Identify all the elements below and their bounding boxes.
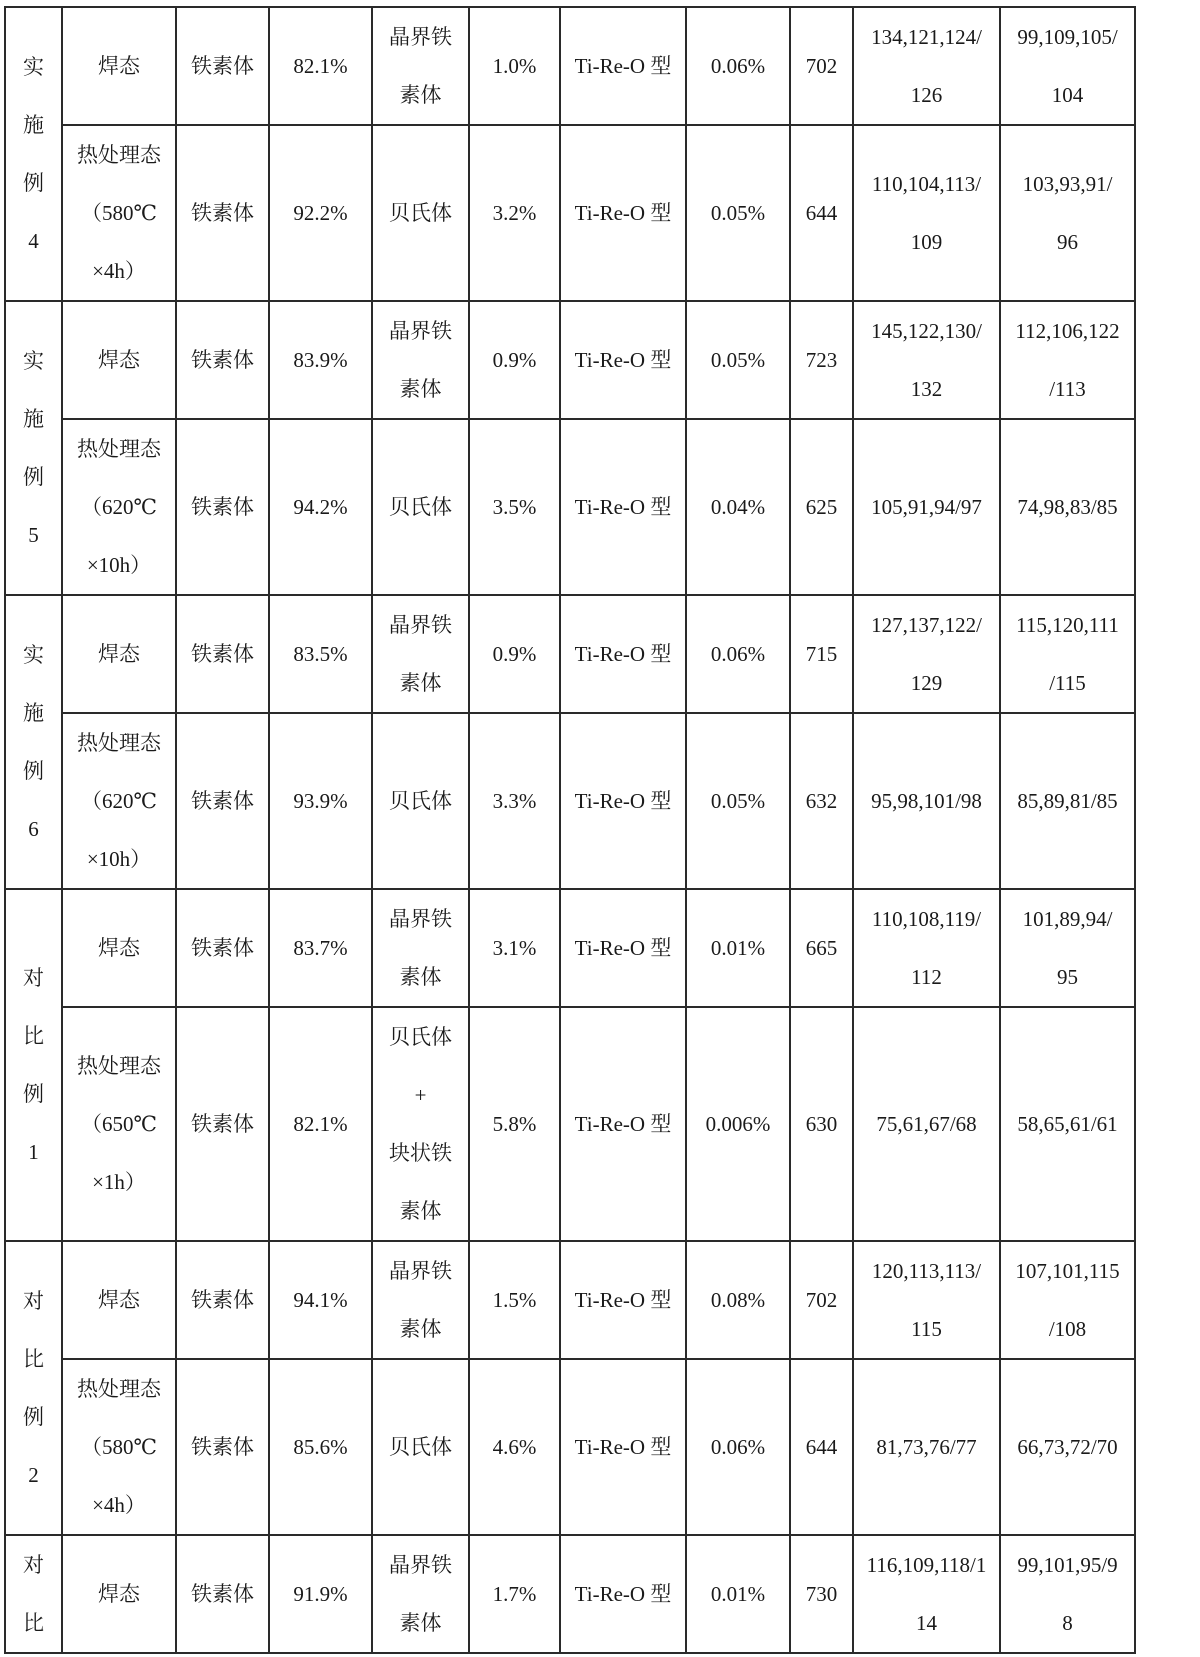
strength-value-cell — [790, 125, 853, 301]
strength-value: 644 — [805, 1435, 838, 1459]
impact-values-b: 74,98,83/85 — [1017, 495, 1118, 519]
inclusion-type-cell — [560, 1359, 686, 1535]
matrix-fraction: 92.2% — [293, 201, 348, 225]
matrix-phase: 铁素体 — [191, 789, 254, 813]
heat-state-cell — [62, 1535, 176, 1653]
strength-value: 702 — [805, 1288, 838, 1312]
table-row — [5, 1007, 1135, 1241]
strength-value-cell — [790, 1241, 853, 1359]
table-row — [5, 7, 1135, 125]
inclusion-fraction: 0.06% — [710, 1435, 766, 1459]
inclusion-type-cell — [560, 419, 686, 595]
inclusion-type-cell — [560, 301, 686, 419]
impact-values-b: 99,101,95/9 — [1017, 1553, 1118, 1577]
inclusion-fraction: 0.05% — [710, 789, 766, 813]
impact-values-a: 81,73,76/77 — [876, 1435, 977, 1459]
impact-values-a: 129 — [910, 671, 943, 695]
impact-values-a: 134,121,124/ — [871, 25, 982, 49]
inclusion-fraction-cell — [686, 1241, 790, 1359]
sample-group-label-char: 例 — [23, 1405, 44, 1429]
second-phase-fraction: 3.2% — [492, 201, 537, 225]
matrix-phase: 铁素体 — [191, 348, 254, 372]
inclusion-fraction-cell — [686, 301, 790, 419]
heat-state-cell — [62, 595, 176, 713]
heat-state-cell — [62, 889, 176, 1007]
inclusion-type-cell — [560, 595, 686, 713]
inclusion-type-cell — [560, 125, 686, 301]
impact-values-b-cell — [1000, 595, 1135, 713]
impact-values-b: 104 — [1051, 83, 1084, 107]
matrix-fraction-cell — [269, 125, 372, 301]
second-phase-fraction: 3.5% — [492, 495, 537, 519]
matrix-phase: 铁素体 — [191, 54, 254, 78]
inclusion-fraction: 0.06% — [710, 642, 766, 666]
heat-state: 热处理态 — [77, 731, 161, 755]
impact-values-a: 95,98,101/98 — [871, 789, 982, 813]
heat-state: （650℃ — [81, 1112, 157, 1136]
impact-values-a-cell — [853, 1535, 1000, 1653]
sample-group-label — [5, 1535, 62, 1653]
matrix-phase-cell — [176, 7, 269, 125]
strength-value-cell — [790, 713, 853, 889]
second-phase: 晶界铁 — [389, 1259, 452, 1283]
sample-group-label-char: 施 — [23, 701, 44, 725]
matrix-phase: 铁素体 — [191, 1582, 254, 1606]
results-table — [4, 6, 1136, 1654]
inclusion-type: Ti-Re-O 型 — [574, 54, 672, 78]
second-phase-cell — [372, 419, 469, 595]
impact-values-a: 116,109,118/1 — [866, 1553, 987, 1577]
matrix-phase: 铁素体 — [191, 642, 254, 666]
impact-values-b-cell — [1000, 713, 1135, 889]
second-phase: 晶界铁 — [389, 319, 452, 343]
strength-value-cell — [790, 301, 853, 419]
sample-group-label-char: 对 — [23, 966, 44, 990]
matrix-phase: 铁素体 — [191, 495, 254, 519]
impact-values-a-cell — [853, 1241, 1000, 1359]
table-row — [5, 1359, 1135, 1535]
inclusion-type: Ti-Re-O 型 — [574, 1582, 672, 1606]
impact-values-b-cell — [1000, 1359, 1135, 1535]
sample-group-label-char: 施 — [23, 407, 44, 431]
second-phase-fraction-cell — [469, 301, 560, 419]
matrix-phase: 铁素体 — [191, 1112, 254, 1136]
sample-group-label — [5, 1241, 62, 1535]
sample-group-label-char: 4 — [28, 229, 39, 253]
inclusion-type: Ti-Re-O 型 — [574, 1435, 672, 1459]
matrix-phase-cell — [176, 1359, 269, 1535]
heat-state: ×4h） — [92, 1493, 146, 1517]
sample-group-label-char: 例 — [23, 759, 44, 783]
impact-values-a-cell — [853, 889, 1000, 1007]
second-phase: 块状铁 — [389, 1141, 452, 1165]
second-phase: 贝氏体 — [389, 789, 452, 813]
impact-values-a-cell — [853, 301, 1000, 419]
inclusion-type-cell — [560, 1535, 686, 1653]
sample-group-label-char: 实 — [23, 349, 44, 373]
matrix-phase-cell — [176, 419, 269, 595]
second-phase-fraction-cell — [469, 1007, 560, 1241]
strength-value: 730 — [805, 1582, 838, 1606]
matrix-phase-cell — [176, 1241, 269, 1359]
inclusion-type: Ti-Re-O 型 — [574, 348, 672, 372]
strength-value: 630 — [805, 1112, 838, 1136]
impact-values-b: 99,109,105/ — [1017, 25, 1118, 49]
sample-group-label-char: 例 — [23, 1082, 44, 1106]
heat-state: 焊态 — [98, 348, 140, 372]
heat-state-cell — [62, 419, 176, 595]
inclusion-fraction-cell — [686, 1535, 790, 1653]
impact-values-a: 127,137,122/ — [871, 613, 982, 637]
sample-group-label — [5, 595, 62, 889]
heat-state-cell — [62, 713, 176, 889]
heat-state: （620℃ — [81, 789, 157, 813]
second-phase: 素体 — [399, 377, 442, 401]
heat-state-cell — [62, 7, 176, 125]
second-phase-fraction-cell — [469, 889, 560, 1007]
impact-values-b: 85,89,81/85 — [1017, 789, 1118, 813]
inclusion-fraction-cell — [686, 125, 790, 301]
impact-values-a-cell — [853, 1007, 1000, 1241]
heat-state-cell — [62, 1007, 176, 1241]
matrix-fraction: 83.9% — [293, 348, 348, 372]
matrix-phase-cell — [176, 713, 269, 889]
strength-value: 644 — [805, 201, 838, 225]
impact-values-b: /108 — [1048, 1317, 1087, 1341]
matrix-fraction-cell — [269, 1359, 372, 1535]
impact-values-a: 112 — [911, 965, 942, 989]
inclusion-fraction: 0.01% — [710, 936, 766, 960]
impact-values-b: /115 — [1049, 671, 1086, 695]
sample-group-label — [5, 7, 62, 301]
second-phase-fraction: 1.5% — [492, 1288, 537, 1312]
matrix-phase-cell — [176, 889, 269, 1007]
impact-values-b-cell — [1000, 1535, 1135, 1653]
inclusion-type-cell — [560, 7, 686, 125]
sample-group-label-char: 实 — [23, 55, 44, 79]
inclusion-fraction: 0.05% — [710, 348, 766, 372]
matrix-fraction-cell — [269, 889, 372, 1007]
second-phase-cell — [372, 1535, 469, 1653]
second-phase: 晶界铁 — [389, 907, 452, 931]
second-phase-fraction: 3.1% — [492, 936, 537, 960]
sample-group-label-char: 例 — [23, 171, 44, 195]
second-phase-fraction-cell — [469, 125, 560, 301]
matrix-fraction: 94.2% — [293, 495, 348, 519]
second-phase-fraction-cell — [469, 595, 560, 713]
heat-state-cell — [62, 1241, 176, 1359]
inclusion-type-cell — [560, 889, 686, 1007]
impact-values-a: 110,108,119/ — [871, 907, 982, 931]
sample-group-label-char: 6 — [28, 817, 39, 841]
heat-state: （580℃ — [81, 1435, 157, 1459]
second-phase-fraction-cell — [469, 1241, 560, 1359]
strength-value-cell — [790, 595, 853, 713]
heat-state: （620℃ — [81, 495, 157, 519]
heat-state: 热处理态 — [77, 1377, 161, 1401]
second-phase-cell — [372, 713, 469, 889]
second-phase-cell — [372, 889, 469, 1007]
impact-values-a-cell — [853, 1359, 1000, 1535]
strength-value-cell — [790, 889, 853, 1007]
heat-state-cell — [62, 125, 176, 301]
second-phase: 素体 — [399, 671, 442, 695]
sample-group-label-char: 比 — [23, 1611, 44, 1635]
second-phase-fraction-cell — [469, 1359, 560, 1535]
second-phase-cell — [372, 1241, 469, 1359]
sample-group-label — [5, 889, 62, 1241]
second-phase-fraction-cell — [469, 1535, 560, 1653]
strength-value: 702 — [805, 54, 838, 78]
heat-state: ×10h） — [86, 847, 152, 871]
strength-value-cell — [790, 1359, 853, 1535]
impact-values-a: 75,61,67/68 — [876, 1112, 977, 1136]
matrix-phase: 铁素体 — [191, 1435, 254, 1459]
inclusion-fraction: 0.08% — [710, 1288, 766, 1312]
impact-values-a: 105,91,94/97 — [871, 495, 982, 519]
heat-state: ×10h） — [86, 553, 152, 577]
second-phase: 素体 — [399, 1199, 442, 1223]
heat-state: 热处理态 — [77, 437, 161, 461]
strength-value-cell — [790, 1535, 853, 1653]
second-phase: 晶界铁 — [389, 613, 452, 637]
second-phase-fraction: 0.9% — [492, 642, 537, 666]
table-row — [5, 889, 1135, 1007]
matrix-fraction-cell — [269, 301, 372, 419]
table-row — [5, 419, 1135, 595]
impact-values-b-cell — [1000, 7, 1135, 125]
second-phase-fraction: 4.6% — [492, 1435, 537, 1459]
table-row — [5, 125, 1135, 301]
heat-state: ×1h） — [92, 1170, 146, 1194]
matrix-phase: 铁素体 — [191, 936, 254, 960]
sample-group-label-char: 对 — [23, 1553, 44, 1577]
inclusion-type-cell — [560, 713, 686, 889]
impact-values-b: 8 — [1062, 1611, 1073, 1635]
inclusion-fraction: 0.006% — [705, 1112, 771, 1136]
inclusion-fraction: 0.04% — [710, 495, 766, 519]
impact-values-b-cell — [1000, 419, 1135, 595]
matrix-phase: 铁素体 — [191, 1288, 254, 1312]
inclusion-type: Ti-Re-O 型 — [574, 936, 672, 960]
inclusion-type-cell — [560, 1241, 686, 1359]
impact-values-a: 109 — [910, 230, 943, 254]
inclusion-type: Ti-Re-O 型 — [574, 1288, 672, 1312]
table-row — [5, 595, 1135, 713]
second-phase-fraction: 1.0% — [492, 54, 537, 78]
second-phase: 贝氏体 — [389, 1025, 452, 1049]
second-phase-fraction-cell — [469, 419, 560, 595]
inclusion-type: Ti-Re-O 型 — [574, 1112, 672, 1136]
impact-values-b: 95 — [1057, 965, 1078, 989]
inclusion-fraction-cell — [686, 889, 790, 1007]
sample-group-label-char: 对 — [23, 1289, 44, 1313]
second-phase-fraction: 0.9% — [492, 348, 537, 372]
impact-values-a-cell — [853, 595, 1000, 713]
sample-group-label-char: 5 — [28, 523, 39, 547]
inclusion-fraction-cell — [686, 595, 790, 713]
sample-group-label-char: 比 — [23, 1347, 44, 1371]
sample-group-label-char: 例 — [23, 465, 44, 489]
table-row — [5, 713, 1135, 889]
sample-group-label-char: 比 — [23, 1024, 44, 1048]
strength-value-cell — [790, 1007, 853, 1241]
second-phase-cell — [372, 595, 469, 713]
impact-values-b: 115,120,111 — [1016, 613, 1119, 637]
table-row — [5, 1535, 1135, 1653]
second-phase: 素体 — [399, 965, 442, 989]
heat-state: 焊态 — [98, 1582, 140, 1606]
matrix-fraction-cell — [269, 1007, 372, 1241]
inclusion-fraction-cell — [686, 1007, 790, 1241]
impact-values-b: 103,93,91/ — [1022, 172, 1113, 196]
second-phase-cell — [372, 7, 469, 125]
inclusion-fraction-cell — [686, 713, 790, 889]
heat-state: 热处理态 — [77, 143, 161, 167]
sample-group-label-char: 1 — [28, 1140, 39, 1164]
matrix-phase: 铁素体 — [191, 201, 254, 225]
heat-state: 热处理态 — [77, 1054, 161, 1078]
impact-values-a: 14 — [916, 1611, 937, 1635]
heat-state: 焊态 — [98, 642, 140, 666]
matrix-fraction-cell — [269, 1535, 372, 1653]
impact-values-a-cell — [853, 7, 1000, 125]
matrix-fraction: 94.1% — [293, 1288, 348, 1312]
matrix-phase-cell — [176, 1007, 269, 1241]
impact-values-b-cell — [1000, 301, 1135, 419]
matrix-fraction: 85.6% — [293, 1435, 348, 1459]
second-phase-fraction: 3.3% — [492, 789, 537, 813]
second-phase: 贝氏体 — [389, 495, 452, 519]
inclusion-fraction-cell — [686, 419, 790, 595]
heat-state-cell — [62, 301, 176, 419]
inclusion-fraction: 0.05% — [710, 201, 766, 225]
second-phase: 素体 — [399, 83, 442, 107]
impact-values-b: 66,73,72/70 — [1017, 1435, 1118, 1459]
second-phase: + — [414, 1083, 427, 1107]
inclusion-fraction: 0.01% — [710, 1582, 766, 1606]
second-phase-fraction-cell — [469, 713, 560, 889]
matrix-fraction-cell — [269, 713, 372, 889]
inclusion-type-cell — [560, 1007, 686, 1241]
matrix-phase-cell — [176, 125, 269, 301]
second-phase: 晶界铁 — [389, 1553, 452, 1577]
matrix-fraction: 82.1% — [293, 54, 348, 78]
impact-values-a-cell — [853, 125, 1000, 301]
table-row — [5, 1241, 1135, 1359]
matrix-phase-cell — [176, 595, 269, 713]
inclusion-type: Ti-Re-O 型 — [574, 201, 672, 225]
impact-values-b-cell — [1000, 889, 1135, 1007]
inclusion-fraction-cell — [686, 7, 790, 125]
second-phase-fraction-cell — [469, 7, 560, 125]
impact-values-b-cell — [1000, 1007, 1135, 1241]
second-phase-cell — [372, 1359, 469, 1535]
table-row — [5, 301, 1135, 419]
second-phase: 贝氏体 — [389, 201, 452, 225]
matrix-fraction: 83.7% — [293, 936, 348, 960]
inclusion-type: Ti-Re-O 型 — [574, 642, 672, 666]
impact-values-a: 115 — [911, 1317, 942, 1341]
second-phase: 贝氏体 — [389, 1435, 452, 1459]
heat-state-cell — [62, 1359, 176, 1535]
heat-state: 焊态 — [98, 54, 140, 78]
heat-state: ×4h） — [92, 259, 146, 283]
second-phase-fraction: 5.8% — [492, 1112, 537, 1136]
heat-state: 焊态 — [98, 936, 140, 960]
impact-values-a: 132 — [910, 377, 943, 401]
matrix-fraction: 91.9% — [293, 1582, 348, 1606]
strength-value: 632 — [805, 789, 838, 813]
second-phase-cell — [372, 301, 469, 419]
sample-group-label-char: 施 — [23, 113, 44, 137]
matrix-fraction-cell — [269, 595, 372, 713]
second-phase-cell — [372, 125, 469, 301]
heat-state: （580℃ — [81, 201, 157, 225]
matrix-fraction: 83.5% — [293, 642, 348, 666]
matrix-phase-cell — [176, 1535, 269, 1653]
heat-state: 焊态 — [98, 1288, 140, 1312]
matrix-phase-cell — [176, 301, 269, 419]
inclusion-fraction: 0.06% — [710, 54, 766, 78]
strength-value: 665 — [805, 936, 838, 960]
impact-values-b-cell — [1000, 1241, 1135, 1359]
strength-value-cell — [790, 419, 853, 595]
matrix-fraction: 82.1% — [293, 1112, 348, 1136]
second-phase: 素体 — [399, 1317, 442, 1341]
impact-values-b: /113 — [1049, 377, 1086, 401]
impact-values-b: 112,106,122 — [1015, 319, 1120, 343]
inclusion-type: Ti-Re-O 型 — [574, 789, 672, 813]
matrix-fraction-cell — [269, 7, 372, 125]
second-phase: 晶界铁 — [389, 25, 452, 49]
impact-values-a: 120,113,113/ — [871, 1259, 982, 1283]
sample-group-label — [5, 301, 62, 595]
impact-values-a: 110,104,113/ — [871, 172, 982, 196]
impact-values-b: 58,65,61/61 — [1017, 1112, 1118, 1136]
matrix-fraction-cell — [269, 419, 372, 595]
inclusion-fraction-cell — [686, 1359, 790, 1535]
impact-values-b: 107,101,115 — [1015, 1259, 1120, 1283]
impact-values-a-cell — [853, 713, 1000, 889]
second-phase-fraction: 1.7% — [492, 1582, 537, 1606]
impact-values-b: 101,89,94/ — [1022, 907, 1113, 931]
sample-group-label-char: 实 — [23, 643, 44, 667]
second-phase-cell — [372, 1007, 469, 1241]
impact-values-a-cell — [853, 419, 1000, 595]
strength-value: 625 — [805, 495, 838, 519]
strength-value: 715 — [805, 642, 838, 666]
matrix-fraction-cell — [269, 1241, 372, 1359]
strength-value: 723 — [805, 348, 838, 372]
impact-values-b: 96 — [1057, 230, 1078, 254]
inclusion-type: Ti-Re-O 型 — [574, 495, 672, 519]
sample-group-label-char: 2 — [28, 1463, 39, 1487]
impact-values-a: 126 — [910, 83, 943, 107]
impact-values-a: 145,122,130/ — [871, 319, 982, 343]
matrix-fraction: 93.9% — [293, 789, 348, 813]
strength-value-cell — [790, 7, 853, 125]
impact-values-b-cell — [1000, 125, 1135, 301]
second-phase: 素体 — [399, 1611, 442, 1635]
